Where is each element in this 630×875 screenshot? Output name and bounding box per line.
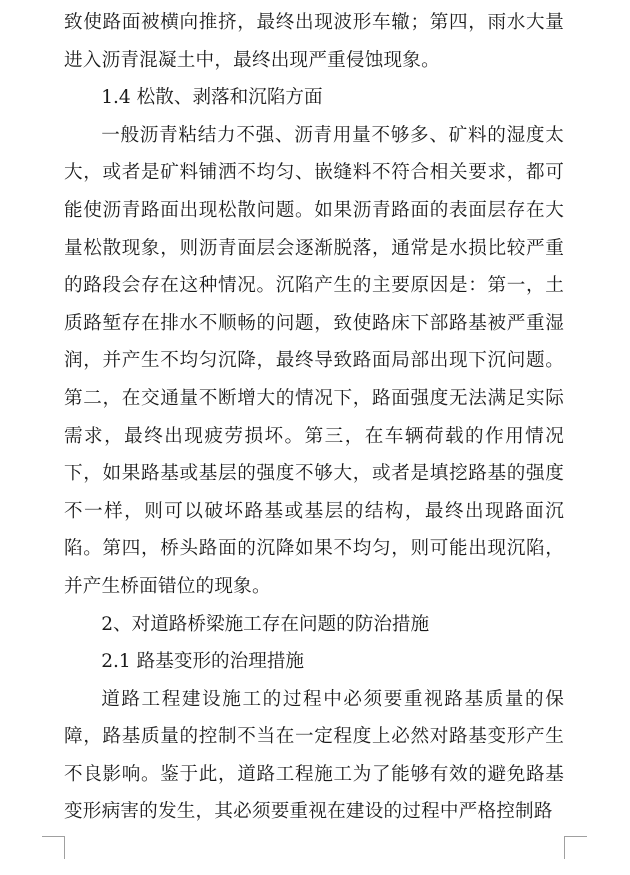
section-heading-1-4: 1.4 松散、剥落和沉陷方面 xyxy=(101,87,323,109)
paragraph-loosening-subsidence: 一般沥青粘结力不强、沥青用量不够多、矿料的湿度太大，或者是矿料铺洒不均匀、嵌缝料不符合相关要求，都可能使沥青路面出现松散问题。如果沥青路面的表面层存在大量松散现象，则沥青面层会逐渐脱落，通常是水损比较严重的路段会存在这种情况。沉陷产生的主要原因是：第一，土质路堑存在排水不顺畅的问题，致使路床下部路基被严重湿润，并产生不均匀沉降，最终导致路面局部出现下沉问题。第二，在交通量不断增大的情况下，路面强度无法满足实际需求，最终出现疲劳损坏。第三，在车辆荷载的作用情况下，如果路基或基层的强度不够大，或者是填挖路基的强度不一样，则可以破坏路基或基层的结构，最终出现路面沉陷。第四，桥头路面的沉降如果不均匀，则可能出现沉陷，并产生桥面错位的现象。 xyxy=(64,124,564,597)
paragraph-roadbed-deformation: 道路工程建设施工的过程中必须要重视路基质量的保障，路基质量的控制不当在一定程度上必然对路基变形产生不良影响。鉴于此，道路工程施工为了能够有效的避免路基变形病害的发生，其必须要重视在建设的过程中严格控制路 xyxy=(64,688,564,823)
section-heading-2-1: 2.1 路基变形的治理措施 xyxy=(101,651,305,673)
page-corner-mark-left xyxy=(42,836,65,859)
paragraph-continued: 致使路面被横向推挤，最终出现波形车辙；第四，雨水大量进入沥青混凝土中，最终出现严重侵蚀现象。 xyxy=(64,12,564,71)
document-body xyxy=(64,4,564,831)
section-heading-2: 2、对道路桥梁施工存在问题的防治措施 xyxy=(101,613,430,635)
page-corner-mark-right xyxy=(564,836,587,859)
